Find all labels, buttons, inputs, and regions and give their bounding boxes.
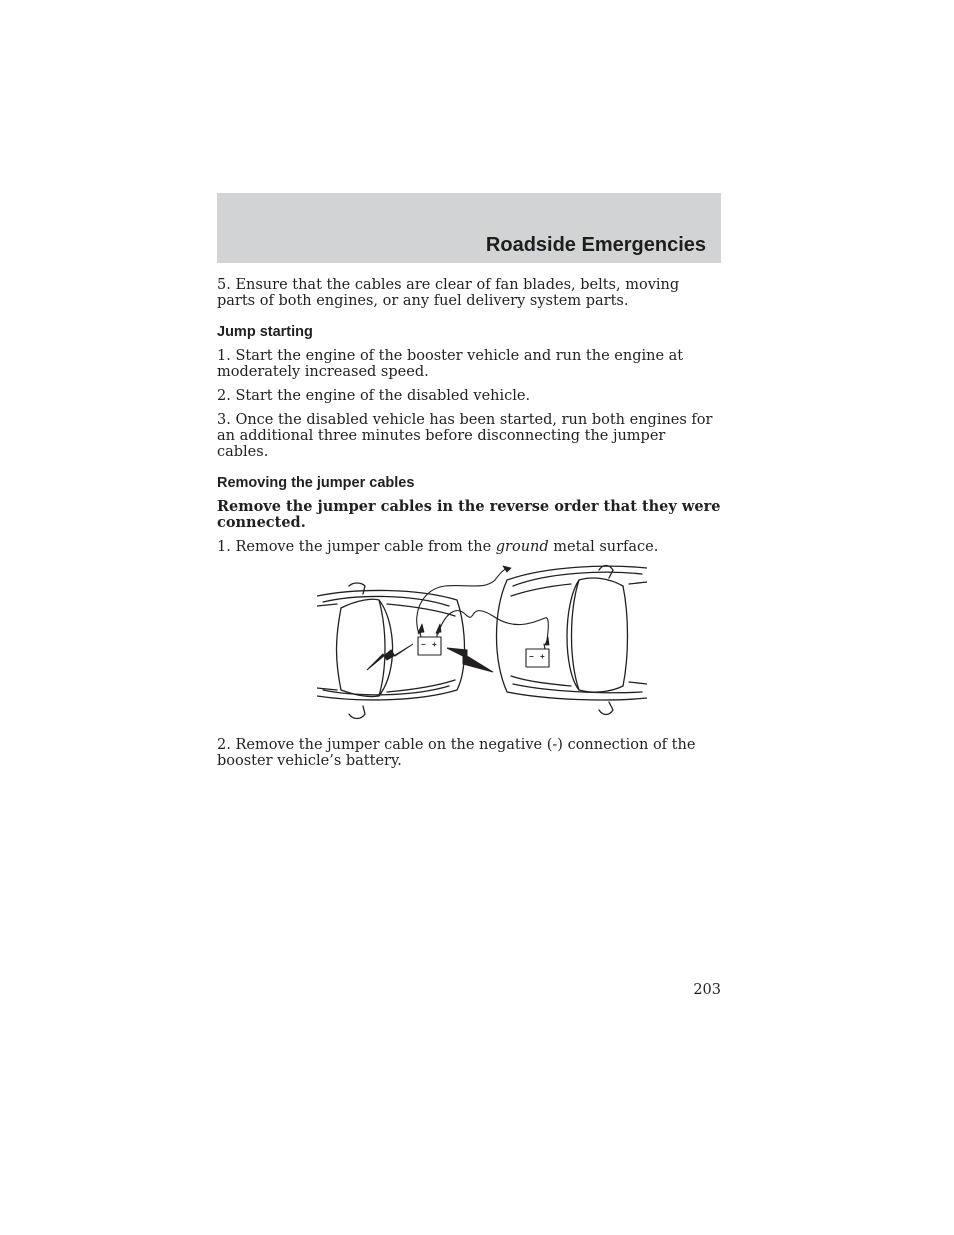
remove-step-1-ground: ground — [495, 539, 549, 555]
jump-step-2: 2. Start the engine of the disabled vehicle. — [217, 388, 531, 404]
booster-battery-plus: + — [432, 640, 437, 649]
cable-clamps — [418, 566, 549, 645]
step-5-text: 5. Ensure that the cables are clear of fan blades, belts, moving parts of both engines, or any fuel delivery system parts. — [217, 277, 680, 309]
page-number: 203 — [693, 982, 721, 998]
jump-starting-heading: Jump starting — [217, 324, 313, 340]
remove-step-1-prefix: 1. Remove the jumper cable from the — [217, 539, 496, 555]
main-content — [217, 277, 721, 555]
removing-cables-heading: Removing the jumper cables — [217, 475, 415, 491]
jumper-cables — [417, 568, 549, 640]
jump-step-3: 3. Once the disabled vehicle has been started, run both engines for an additional three minutes before disconnecting the jumper cables. — [217, 412, 713, 460]
left-lightning-icon — [367, 644, 413, 670]
booster-vehicle-outline — [497, 566, 648, 715]
jump-start-diagram — [317, 560, 647, 722]
remove-step-2: 2. Remove the jumper cable on the negative (-) connection of the booster vehicle’s battery. — [217, 737, 696, 769]
remove-step-1 — [217, 539, 721, 555]
remove-warning: Remove the jumper cables in the reverse order that they were connected. — [217, 498, 721, 531]
booster-battery-minus: − — [421, 640, 426, 649]
right-lightning-icon — [447, 648, 493, 672]
disabled-battery-plus: + — [540, 652, 545, 661]
jump-step-1: 1. Start the engine of the booster vehicle and run the engine at moderately increased speed. — [217, 348, 684, 380]
disabled-battery-minus: − — [529, 652, 534, 661]
after-diagram-content — [217, 737, 721, 769]
section-title: Roadside Emergencies — [485, 234, 706, 256]
remove-step-1-suffix: metal surface. — [548, 539, 659, 555]
section-header-band — [217, 193, 721, 263]
